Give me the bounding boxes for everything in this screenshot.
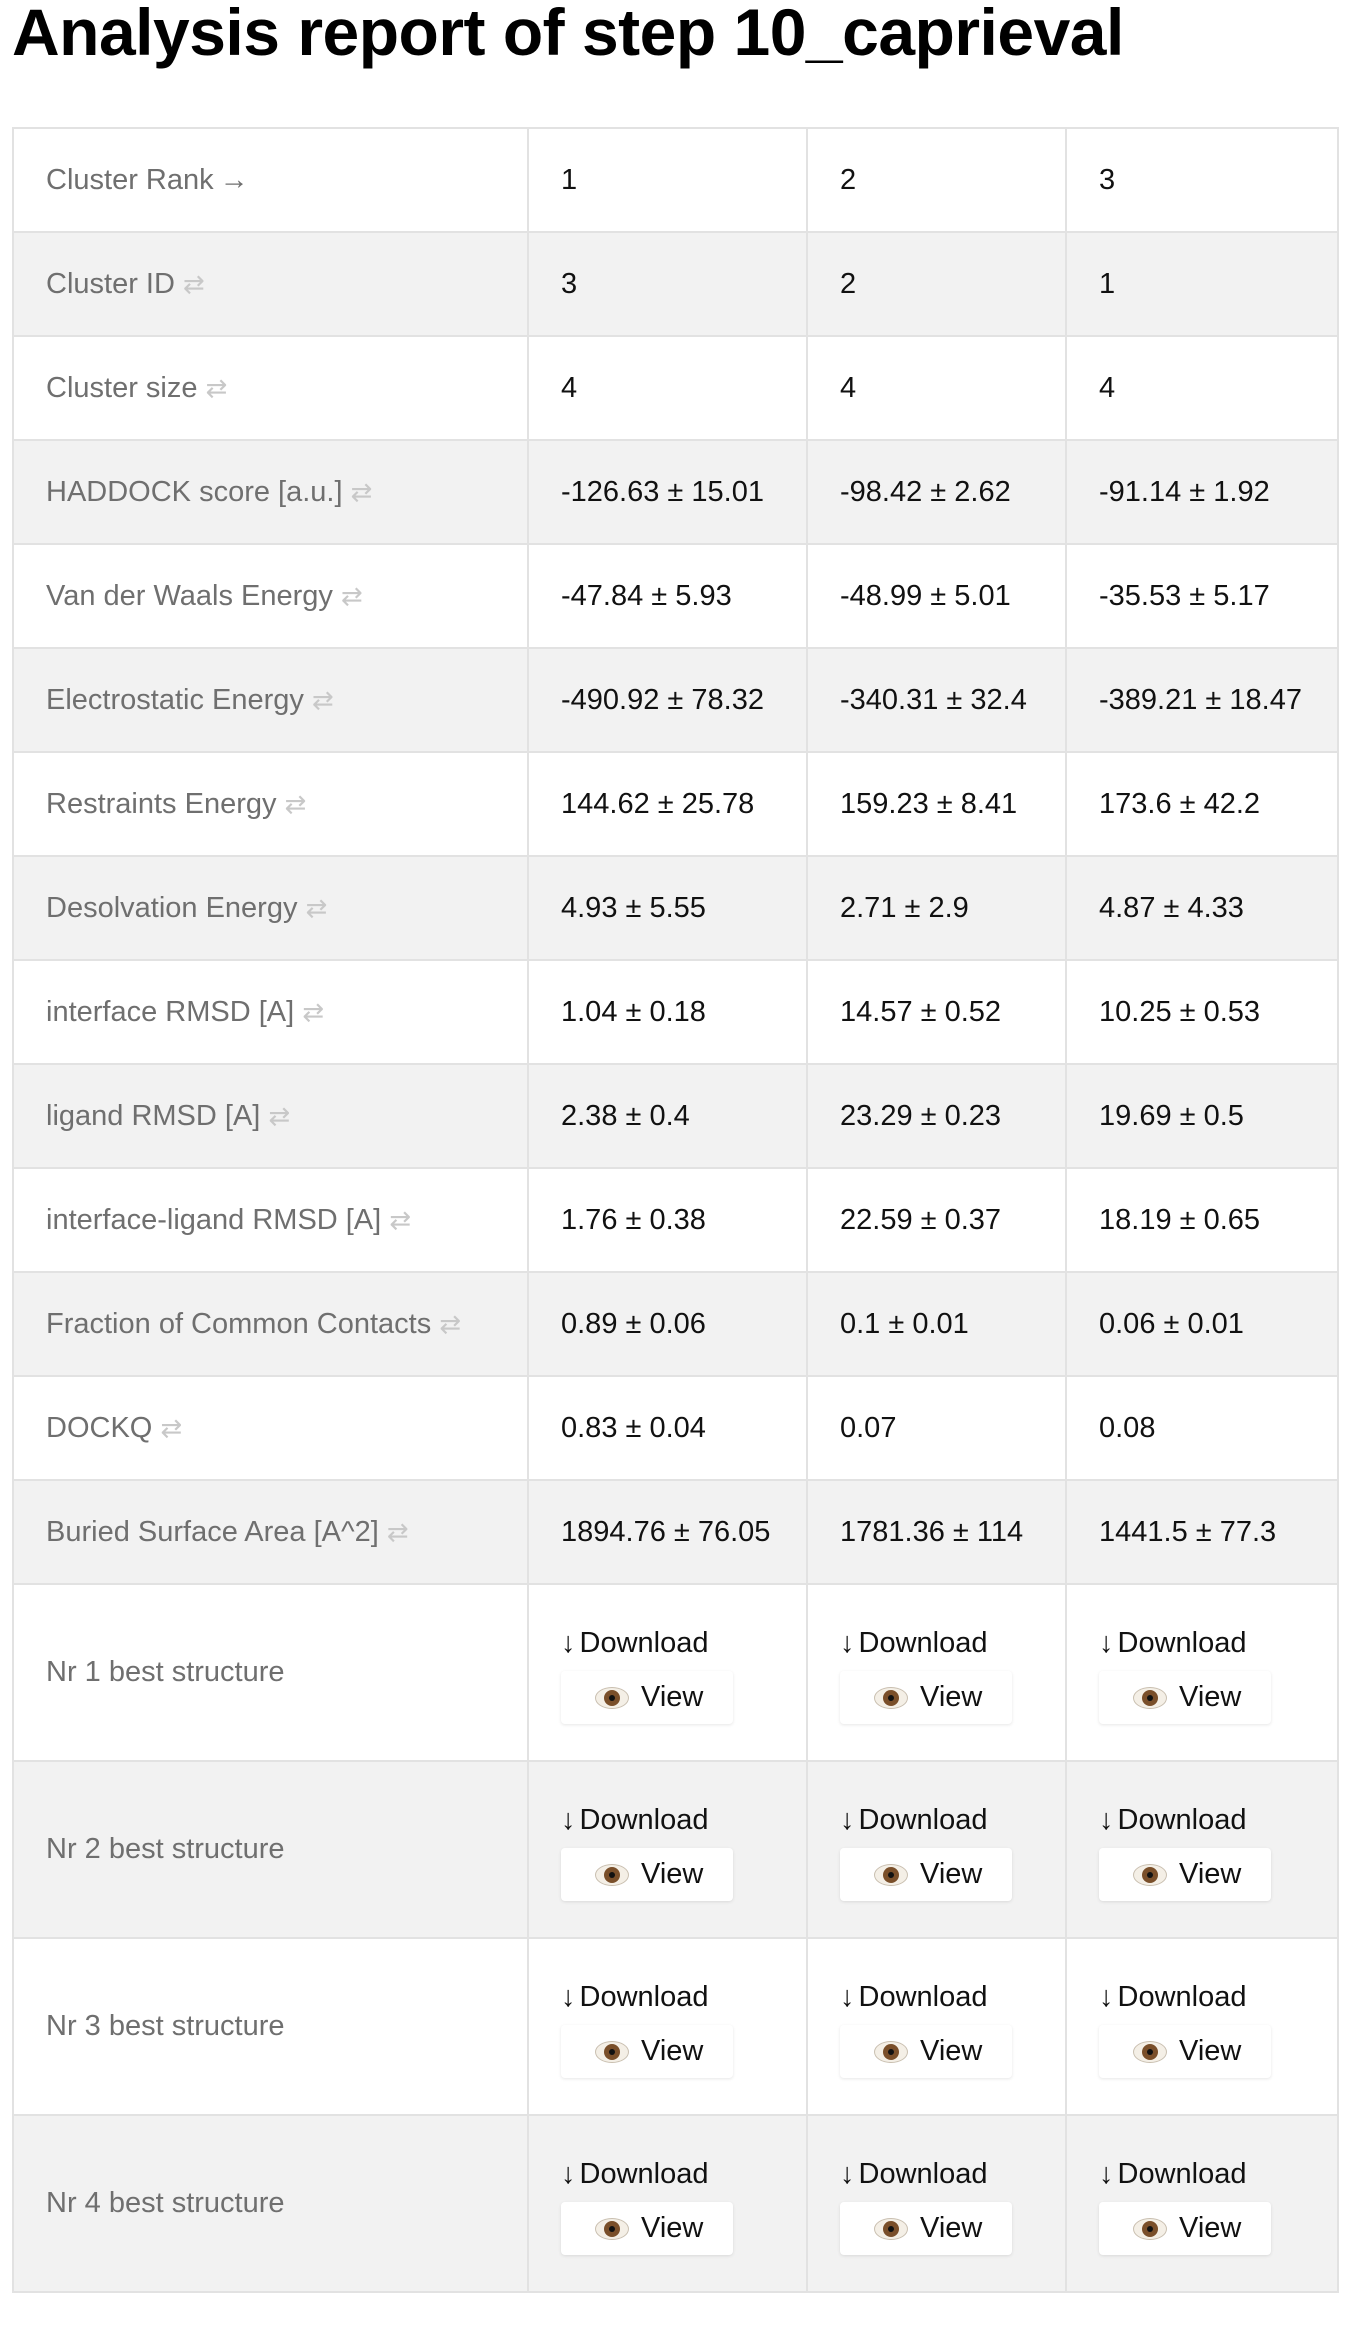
sortable-row-header[interactable] — [13, 960, 528, 1064]
eye-icon — [1133, 1687, 1167, 1709]
download-link[interactable] — [561, 2156, 806, 2192]
view-button[interactable] — [840, 1848, 1012, 1901]
sortable-row-header[interactable] — [13, 1064, 528, 1168]
table-row-interface-rmsd-a — [13, 960, 1338, 1064]
row-label: Restraints Energy — [46, 787, 277, 820]
download-label: Download — [858, 1804, 988, 1836]
value-cell: -389.21 ± 18.47 — [1066, 648, 1338, 752]
rank-cell: 1 — [528, 128, 807, 232]
sort-icon[interactable]: ⇄ — [205, 372, 228, 403]
table-row-van-der-waals-energy — [13, 544, 1338, 648]
value-cell: 2.38 ± 0.4 — [528, 1064, 807, 1168]
view-button[interactable] — [561, 2025, 733, 2078]
download-arrow-icon: ↓ — [840, 1627, 855, 1659]
sortable-row-header[interactable] — [13, 648, 528, 752]
view-button[interactable] — [840, 2202, 1012, 2255]
view-label: View — [1179, 1858, 1242, 1890]
row-label: ligand RMSD [A] — [46, 1099, 261, 1132]
download-arrow-icon: ↓ — [1099, 1804, 1114, 1836]
view-label: View — [1179, 2035, 1242, 2067]
row-label: Nr 3 best structure — [46, 2010, 285, 2042]
view-button[interactable] — [561, 2202, 733, 2255]
eye-icon — [874, 1864, 908, 1886]
download-arrow-icon: ↓ — [840, 1804, 855, 1836]
view-button[interactable] — [561, 1848, 733, 1901]
table-row-nr-4-best-structure — [13, 2115, 1338, 2292]
value-cell: 1 — [1066, 232, 1338, 336]
sort-icon[interactable]: ⇄ — [340, 580, 363, 611]
table-row-cluster-id — [13, 232, 1338, 336]
download-label: Download — [858, 1627, 988, 1659]
download-label: Download — [579, 1981, 709, 2013]
table-row-cluster-size — [13, 336, 1338, 440]
download-link[interactable] — [840, 1979, 1065, 2015]
view-label: View — [1179, 2212, 1242, 2244]
view-label: View — [641, 2212, 704, 2244]
row-label: DOCKQ — [46, 1411, 153, 1444]
view-label: View — [641, 2035, 704, 2067]
value-cell: 1894.76 ± 76.05 — [528, 1480, 807, 1584]
value-cell: 4 — [1066, 336, 1338, 440]
table-row-nr-3-best-structure — [13, 1938, 1338, 2115]
structure-cell — [1066, 1938, 1338, 2115]
row-label: Fraction of Common Contacts — [46, 1307, 432, 1340]
view-label: View — [641, 1858, 704, 1890]
value-cell: 1441.5 ± 77.3 — [1066, 1480, 1338, 1584]
value-cell: 0.08 — [1066, 1376, 1338, 1480]
structure-cell — [807, 1938, 1066, 2115]
value-cell: 0.1 ± 0.01 — [807, 1272, 1066, 1376]
sortable-row-header[interactable] — [13, 1480, 528, 1584]
cluster-rank-header[interactable] — [13, 128, 528, 232]
download-arrow-icon: ↓ — [840, 2158, 855, 2190]
row-header — [13, 1938, 528, 2115]
structure-cell — [1066, 1761, 1338, 1938]
sortable-row-header[interactable] — [13, 752, 528, 856]
download-label: Download — [858, 2158, 988, 2190]
view-button[interactable] — [1099, 2202, 1271, 2255]
structure-cell — [807, 1761, 1066, 1938]
value-cell: 3 — [528, 232, 807, 336]
row-label: Cluster ID — [46, 267, 175, 300]
row-label: Cluster Rank — [46, 163, 214, 196]
structure-cell — [807, 2115, 1066, 2292]
row-header — [13, 2115, 528, 2292]
sort-icon[interactable]: ⇄ — [160, 1412, 183, 1443]
sort-icon[interactable]: ⇄ — [268, 1100, 291, 1131]
sortable-row-header[interactable] — [13, 544, 528, 648]
eye-icon — [595, 1864, 629, 1886]
sort-icon[interactable]: ⇄ — [284, 788, 307, 819]
eye-icon — [595, 2218, 629, 2240]
download-label: Download — [1117, 1627, 1247, 1659]
value-cell: 4 — [807, 336, 1066, 440]
view-label: View — [920, 1681, 983, 1713]
download-arrow-icon: ↓ — [561, 1804, 576, 1836]
value-cell: 1.76 ± 0.38 — [528, 1168, 807, 1272]
row-header — [13, 1584, 528, 1761]
sortable-row-header[interactable] — [13, 1168, 528, 1272]
row-label: Cluster size — [46, 371, 198, 404]
value-cell: 173.6 ± 42.2 — [1066, 752, 1338, 856]
value-cell: 0.89 ± 0.06 — [528, 1272, 807, 1376]
value-cell: 4.93 ± 5.55 — [528, 856, 807, 960]
sortable-row-header[interactable] — [13, 336, 528, 440]
row-label: Electrostatic Energy — [46, 683, 304, 716]
sort-arrow-icon: → — [219, 163, 249, 196]
value-cell: 18.19 ± 0.65 — [1066, 1168, 1338, 1272]
value-cell: 0.83 ± 0.04 — [528, 1376, 807, 1480]
download-link[interactable] — [1099, 1625, 1337, 1661]
sort-icon[interactable]: ⇄ — [311, 684, 334, 715]
value-cell: 4 — [528, 336, 807, 440]
structure-cell — [1066, 2115, 1338, 2292]
view-button[interactable] — [840, 2025, 1012, 2078]
download-link[interactable] — [561, 1625, 806, 1661]
value-cell: 1781.36 ± 114 — [807, 1480, 1066, 1584]
eye-icon — [874, 1687, 908, 1709]
view-label: View — [641, 1681, 704, 1713]
structure-cell — [1066, 1584, 1338, 1761]
row-label: HADDOCK score [a.u.] — [46, 475, 343, 508]
table-row-haddock-score-a-u — [13, 440, 1338, 544]
sort-icon[interactable]: ⇄ — [389, 1204, 412, 1235]
eye-icon — [595, 1687, 629, 1709]
table-row-nr-1-best-structure — [13, 1584, 1338, 1761]
download-label: Download — [1117, 1981, 1247, 2013]
value-cell: 159.23 ± 8.41 — [807, 752, 1066, 856]
value-cell: 2.71 ± 2.9 — [807, 856, 1066, 960]
sortable-row-header[interactable] — [13, 856, 528, 960]
eye-icon — [1133, 1864, 1167, 1886]
view-button[interactable] — [1099, 1848, 1271, 1901]
eye-icon — [595, 2041, 629, 2063]
row-label: Nr 4 best structure — [46, 2187, 285, 2219]
rank-cell: 3 — [1066, 128, 1338, 232]
download-label: Download — [579, 1627, 709, 1659]
row-label: Buried Surface Area [A^2] — [46, 1515, 379, 1548]
value-cell: 23.29 ± 0.23 — [807, 1064, 1066, 1168]
download-arrow-icon: ↓ — [1099, 1627, 1114, 1659]
sort-icon[interactable]: ⇄ — [439, 1308, 461, 1339]
download-link[interactable] — [1099, 2156, 1337, 2192]
value-cell: 1.04 ± 0.18 — [528, 960, 807, 1064]
download-link[interactable] — [840, 2156, 1065, 2192]
download-label: Download — [858, 1981, 988, 2013]
row-label: Desolvation Energy — [46, 891, 298, 924]
download-arrow-icon: ↓ — [840, 1981, 855, 2013]
view-button[interactable] — [1099, 2025, 1271, 2078]
download-arrow-icon: ↓ — [561, 1627, 576, 1659]
sort-icon[interactable]: ⇄ — [386, 1516, 409, 1547]
row-header — [13, 1761, 528, 1938]
download-link[interactable] — [840, 1625, 1065, 1661]
table-row-cluster-rank — [13, 128, 1338, 232]
structure-cell — [528, 1938, 807, 2115]
table-row-interface-ligand-rmsd-a — [13, 1168, 1338, 1272]
eye-icon — [1133, 2041, 1167, 2063]
sort-icon[interactable]: ⇄ — [302, 996, 324, 1027]
structure-cell — [807, 1584, 1066, 1761]
view-button[interactable] — [561, 1671, 733, 1724]
cluster-table — [12, 127, 1339, 2293]
row-label: Van der Waals Energy — [46, 579, 333, 612]
value-cell: 0.07 — [807, 1376, 1066, 1480]
value-cell: 2 — [807, 232, 1066, 336]
view-button[interactable] — [1099, 1671, 1271, 1724]
value-cell: 0.06 ± 0.01 — [1066, 1272, 1338, 1376]
download-arrow-icon: ↓ — [561, 2158, 576, 2190]
table-row-desolvation-energy — [13, 856, 1338, 960]
sortable-row-header[interactable] — [13, 440, 528, 544]
value-cell: -48.99 ± 5.01 — [807, 544, 1066, 648]
sort-icon[interactable]: ⇄ — [305, 892, 328, 923]
download-link[interactable] — [1099, 1979, 1337, 2015]
table-row-buried-surface-area-a-2 — [13, 1480, 1338, 1584]
sort-icon[interactable]: ⇄ — [182, 268, 205, 299]
view-label: View — [920, 1858, 983, 1890]
row-label: Nr 1 best structure — [46, 1656, 285, 1688]
sortable-row-header[interactable] — [13, 1272, 528, 1376]
value-cell: 10.25 ± 0.53 — [1066, 960, 1338, 1064]
eye-icon — [874, 2041, 908, 2063]
value-cell: 14.57 ± 0.52 — [807, 960, 1066, 1064]
value-cell: -126.63 ± 15.01 — [528, 440, 807, 544]
download-link[interactable] — [840, 1802, 1065, 1838]
table-row-electrostatic-energy — [13, 648, 1338, 752]
view-label: View — [920, 2212, 983, 2244]
download-label: Download — [1117, 1804, 1247, 1836]
row-label: interface RMSD [A] — [46, 995, 295, 1028]
download-arrow-icon: ↓ — [1099, 2158, 1114, 2190]
table-row-nr-2-best-structure — [13, 1761, 1338, 1938]
value-cell: 22.59 ± 0.37 — [807, 1168, 1066, 1272]
download-label: Download — [579, 1804, 709, 1836]
value-cell: -490.92 ± 78.32 — [528, 648, 807, 752]
eye-icon — [1133, 2218, 1167, 2240]
structure-cell — [528, 1584, 807, 1761]
table-row-restraints-energy — [13, 752, 1338, 856]
view-label: View — [920, 2035, 983, 2067]
table-row-fraction-of-common-contacts — [13, 1272, 1338, 1376]
sortable-row-header[interactable] — [13, 232, 528, 336]
value-cell: -98.42 ± 2.62 — [807, 440, 1066, 544]
view-button[interactable] — [840, 1671, 1012, 1724]
rank-cell: 2 — [807, 128, 1066, 232]
row-label: interface-ligand RMSD [A] — [46, 1203, 382, 1236]
sortable-row-header[interactable] — [13, 1376, 528, 1480]
value-cell: 4.87 ± 4.33 — [1066, 856, 1338, 960]
value-cell: -47.84 ± 5.93 — [528, 544, 807, 648]
download-label: Download — [1117, 2158, 1247, 2190]
value-cell: -340.31 ± 32.4 — [807, 648, 1066, 752]
download-link[interactable] — [561, 1979, 806, 2015]
row-label: Nr 2 best structure — [46, 1833, 285, 1865]
sort-icon[interactable]: ⇄ — [350, 476, 373, 507]
download-label: Download — [579, 2158, 709, 2190]
table-row-dockq — [13, 1376, 1338, 1480]
view-label: View — [1179, 1681, 1242, 1713]
value-cell: -35.53 ± 5.17 — [1066, 544, 1338, 648]
table-row-ligand-rmsd-a — [13, 1064, 1338, 1168]
download-link[interactable] — [561, 1802, 806, 1838]
value-cell: 144.62 ± 25.78 — [528, 752, 807, 856]
eye-icon — [874, 2218, 908, 2240]
download-arrow-icon: ↓ — [561, 1981, 576, 2013]
download-link[interactable] — [1099, 1802, 1337, 1838]
structure-cell — [528, 2115, 807, 2292]
structure-cell — [528, 1761, 807, 1938]
value-cell: -91.14 ± 1.92 — [1066, 440, 1338, 544]
page-title: Analysis report of step 10_caprieval — [12, 0, 1124, 69]
download-arrow-icon: ↓ — [1099, 1981, 1114, 2013]
value-cell: 19.69 ± 0.5 — [1066, 1064, 1338, 1168]
